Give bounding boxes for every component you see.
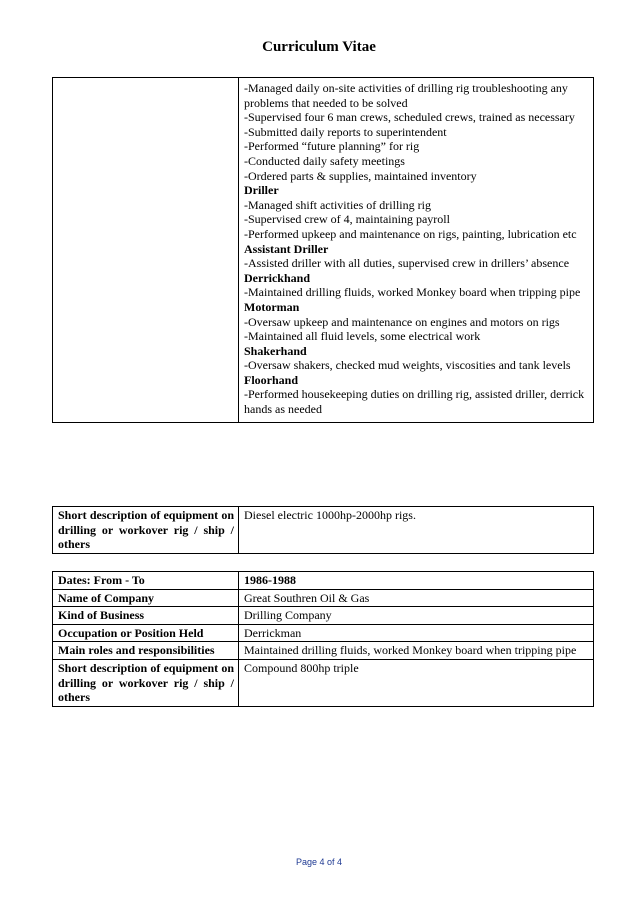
table-row (53, 589, 594, 607)
role-heading: Assistant Driller (244, 241, 329, 256)
responsibility-line: -Maintained drilling fluids, worked Monkey board when tripping pipe (244, 285, 581, 300)
role-heading: Shakerhand (244, 343, 307, 358)
role-heading: Motorman (244, 299, 300, 314)
responsibility-line: -Oversaw upkeep and maintenance on engines and motors on rigs (244, 314, 560, 329)
roles-value: Maintained drilling fluids, worked Monkey board when tripping pipe (239, 642, 594, 660)
responsibilities-cell (239, 78, 594, 423)
table-row (53, 607, 594, 625)
equipment-label: Short description of equipment on drilling or workover rig / ship / others (53, 507, 239, 554)
roles-label: Main roles and responsibilities (53, 642, 239, 660)
company-value: Great Southren Oil & Gas (239, 589, 594, 607)
position-label: Occupation or Position Held (53, 624, 239, 642)
table-row (53, 507, 594, 554)
responsibility-line: -Maintained all fluid levels, some electrical work (244, 329, 481, 344)
table-row (53, 572, 594, 590)
equipment-table (52, 506, 594, 554)
table-row (53, 642, 594, 660)
business-label: Kind of Business (53, 607, 239, 625)
empty-label-cell (53, 78, 239, 423)
equipment-label: Short description of equipment on drilling or workover rig / ship / others (53, 659, 239, 706)
responsibility-line: -Submitted daily reports to superintendent (244, 124, 447, 139)
responsibility-line: -Supervised crew of 4, maintaining payroll (244, 212, 450, 227)
continuation-table (52, 77, 594, 423)
responsibility-line: -Oversaw shakers, checked mud weights, viscosities and tank levels (244, 358, 571, 373)
responsibility-line: -Ordered parts & supplies, maintained inventory (244, 168, 477, 183)
responsibility-line: -Performed upkeep and maintenance on rigs, painting, lubrication etc (244, 226, 577, 241)
page-title: Curriculum Vitae (262, 39, 376, 55)
job-details-table (52, 571, 594, 707)
responsibility-line: -Supervised four 6 man crews, scheduled crews, trained as necessary (244, 110, 575, 125)
responsibility-line: -Assisted driller with all duties, supervised crew in drillers’ absence (244, 256, 570, 271)
table-row (53, 659, 594, 706)
role-heading: Driller (244, 183, 279, 198)
responsibility-line: -Managed shift activities of drilling rig (244, 197, 431, 212)
equipment-value: Diesel electric 1000hp-2000hp rigs. (239, 507, 594, 554)
company-label: Name of Company (53, 589, 239, 607)
dates-value: 1986-1988 (239, 572, 594, 590)
page-number: Page 4 of 4 (295, 857, 343, 867)
responsibility-line: -Performed “future planning” for rig (244, 139, 420, 154)
business-value: Drilling Company (239, 607, 594, 625)
table-row (53, 624, 594, 642)
dates-label: Dates: From - To (53, 572, 239, 590)
position-value: Derrickman (239, 624, 594, 642)
equipment-value: Compound 800hp triple (239, 659, 594, 706)
role-heading: Derrickhand (244, 270, 310, 285)
table-row (53, 78, 594, 423)
responsibility-line: -Managed daily on-site activities of drilling rig troubleshooting any problems that needed to be solved (244, 81, 568, 110)
role-heading: Floorhand (244, 372, 299, 387)
responsibility-line: -Performed housekeeping duties on drilling rig, assisted driller, derrick hands as needed (244, 387, 585, 417)
responsibility-line: -Conducted daily safety meetings (244, 153, 405, 168)
